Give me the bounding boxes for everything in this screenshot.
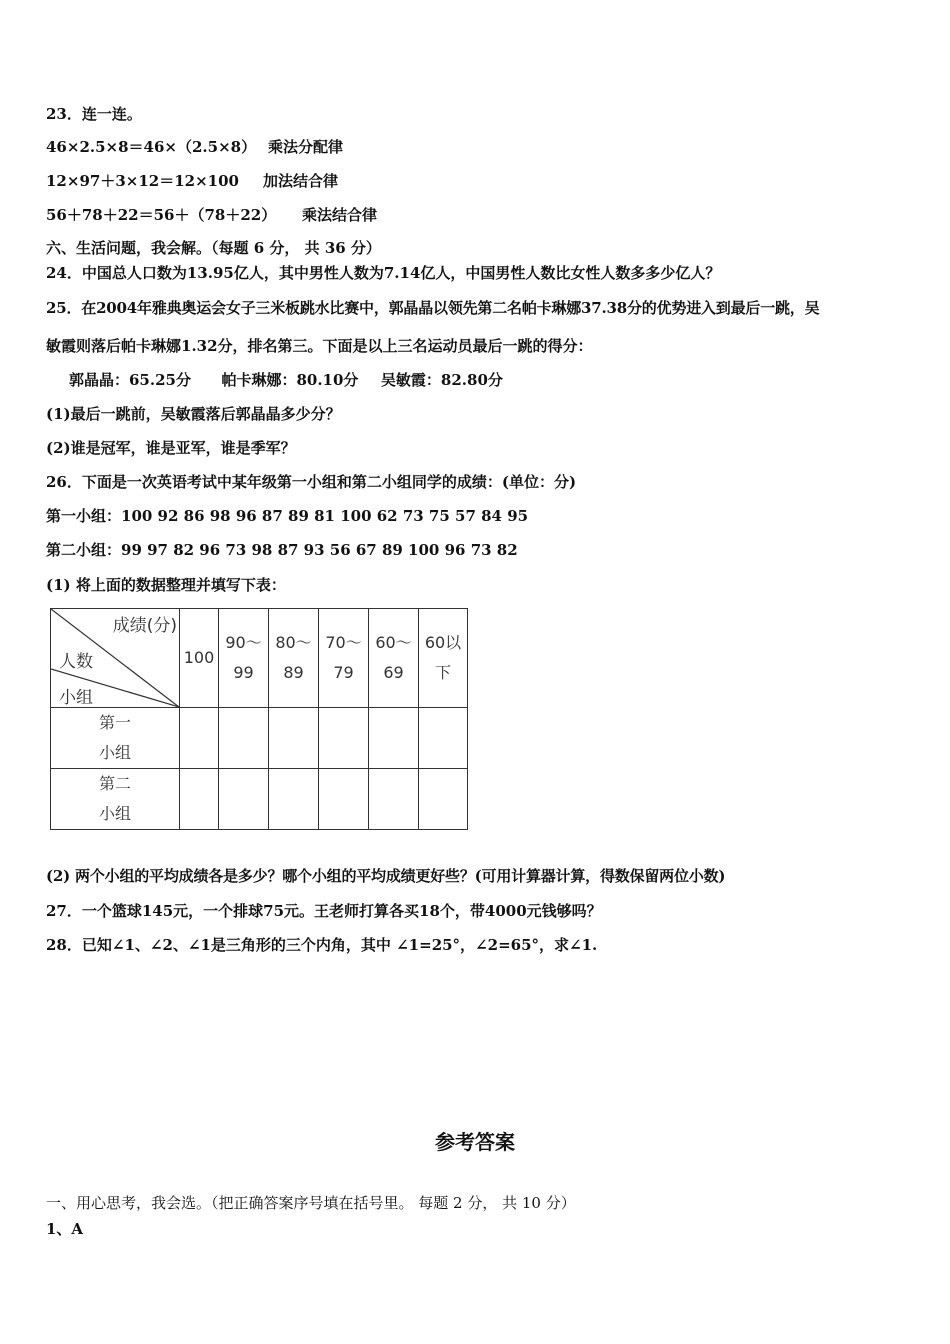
q23-pair-3 <box>46 205 378 225</box>
answers-title: 参考答案 <box>435 1130 515 1154</box>
row-header-group-2: 第二 小组 <box>51 769 180 830</box>
table-cell <box>269 708 319 769</box>
table-cell <box>180 769 219 830</box>
table-cell <box>369 769 419 830</box>
table-cell <box>319 769 369 830</box>
row-header-group-1: 第一 小组 <box>51 708 180 769</box>
col-header-70-79: 70～ 79 <box>319 609 369 708</box>
q23-law-2: 加法结合律 <box>263 172 339 190</box>
q24-text: 24．中国总人口数为13.95亿人，其中男性人数为7.14亿人，中国男性人数比女性人数多多少亿人？ <box>46 264 721 282</box>
q27-text: 27．一个篮球145元，一个排球75元。王老师打算各买18个，带4000元钱够吗？ <box>46 902 602 920</box>
q23-expr-2: 12×97＋3×12＝12×100 <box>46 172 239 190</box>
q23-pair-1 <box>46 137 344 157</box>
q25-line-1: 25．在2004年雅典奥运会女子三米板跳水比赛中，郭晶晶以领先第二名帕卡琳娜37.38分的优势进入到最后一跳，吴 <box>46 299 820 317</box>
table-row <box>51 769 468 830</box>
q25-sub-1: (1)最后一跳前，吴敏霞落后郭晶晶多少分？ <box>46 405 341 423</box>
table-cell <box>269 769 319 830</box>
table-row <box>51 708 468 769</box>
q28-text: 28．已知∠1、∠2、∠1是三角形的三个内角，其中 ∠1=25°，∠2=65°，求∠1. <box>46 936 598 954</box>
col-header-below-60: 60以 下 <box>419 609 468 708</box>
answers-section-1: 一、用心思考，我会选。（把正确答案序号填在括号里。 每题 2 分， 共 10 分） <box>46 1194 576 1212</box>
q26-title: 26．下面是一次英语考试中某年级第一小组和第二小组同学的成绩：(单位：分) <box>46 473 577 491</box>
corner-label-count: 人数 <box>59 652 93 672</box>
table-cell <box>219 708 269 769</box>
q23-law-1: 乘法分配律 <box>268 138 344 156</box>
col-header-80-89: 80～ 89 <box>269 609 319 708</box>
answer-1: 1、A <box>46 1220 84 1238</box>
q23-pair-2 <box>46 171 339 191</box>
table-cell <box>319 708 369 769</box>
corner-label-score: 成绩(分) <box>112 616 177 636</box>
q26-group-1-scores: 第一小组：100 92 86 98 96 87 89 81 100 62 73 75 57 84 95 <box>46 507 529 525</box>
q23-expr-1: 46×2.5×8＝46×（2.5×8） <box>46 138 257 156</box>
q25-score-guo: 郭晶晶：65.25分 <box>69 371 191 389</box>
corner-label-group: 小组 <box>59 688 93 708</box>
q23-expr-3: 56＋78＋22＝56＋（78＋22） <box>46 206 277 224</box>
q26-group-2-scores: 第二小组：99 97 82 96 73 98 87 93 56 67 89 100 96 73 82 <box>46 541 518 559</box>
q25-score-pakalina: 帕卡琳娜：80.10分 <box>221 371 359 389</box>
table-corner-cell <box>51 609 180 708</box>
q25-score-wu: 吴敏霞：82.80分 <box>380 371 503 389</box>
table-cell <box>419 769 468 830</box>
table-cell <box>369 708 419 769</box>
q23-title: 23．连一连。 <box>46 105 142 123</box>
q26-sub-2: (2) 两个小组的平均成绩各是多少？哪个小组的平均成绩更好些？(可用计算器计算，得数保留两位小数) <box>46 867 726 885</box>
q25-line-2: 敏霞则落后帕卡琳娜1.32分，排名第三。下面是以上三名运动员最后一跳的得分： <box>46 337 593 355</box>
section-6-heading: 六、生活问题，我会解。（每题 6 分， 共 36 分） <box>46 239 381 257</box>
col-header-60-69: 60～ 69 <box>369 609 419 708</box>
table-cell <box>180 708 219 769</box>
score-table <box>50 608 468 830</box>
table-cell <box>219 769 269 830</box>
table-header-row <box>51 609 468 708</box>
table-cell <box>419 708 468 769</box>
col-header-90-99: 90～ 99 <box>219 609 269 708</box>
col-header-100: 100 <box>180 609 219 708</box>
q23-law-3: 乘法结合律 <box>302 206 378 224</box>
q25-sub-2: (2)谁是冠军，谁是亚军，谁是季军？ <box>46 439 296 457</box>
q25-scores <box>69 370 503 390</box>
q26-sub-1: (1) 将上面的数据整理并填写下表： <box>46 576 286 594</box>
